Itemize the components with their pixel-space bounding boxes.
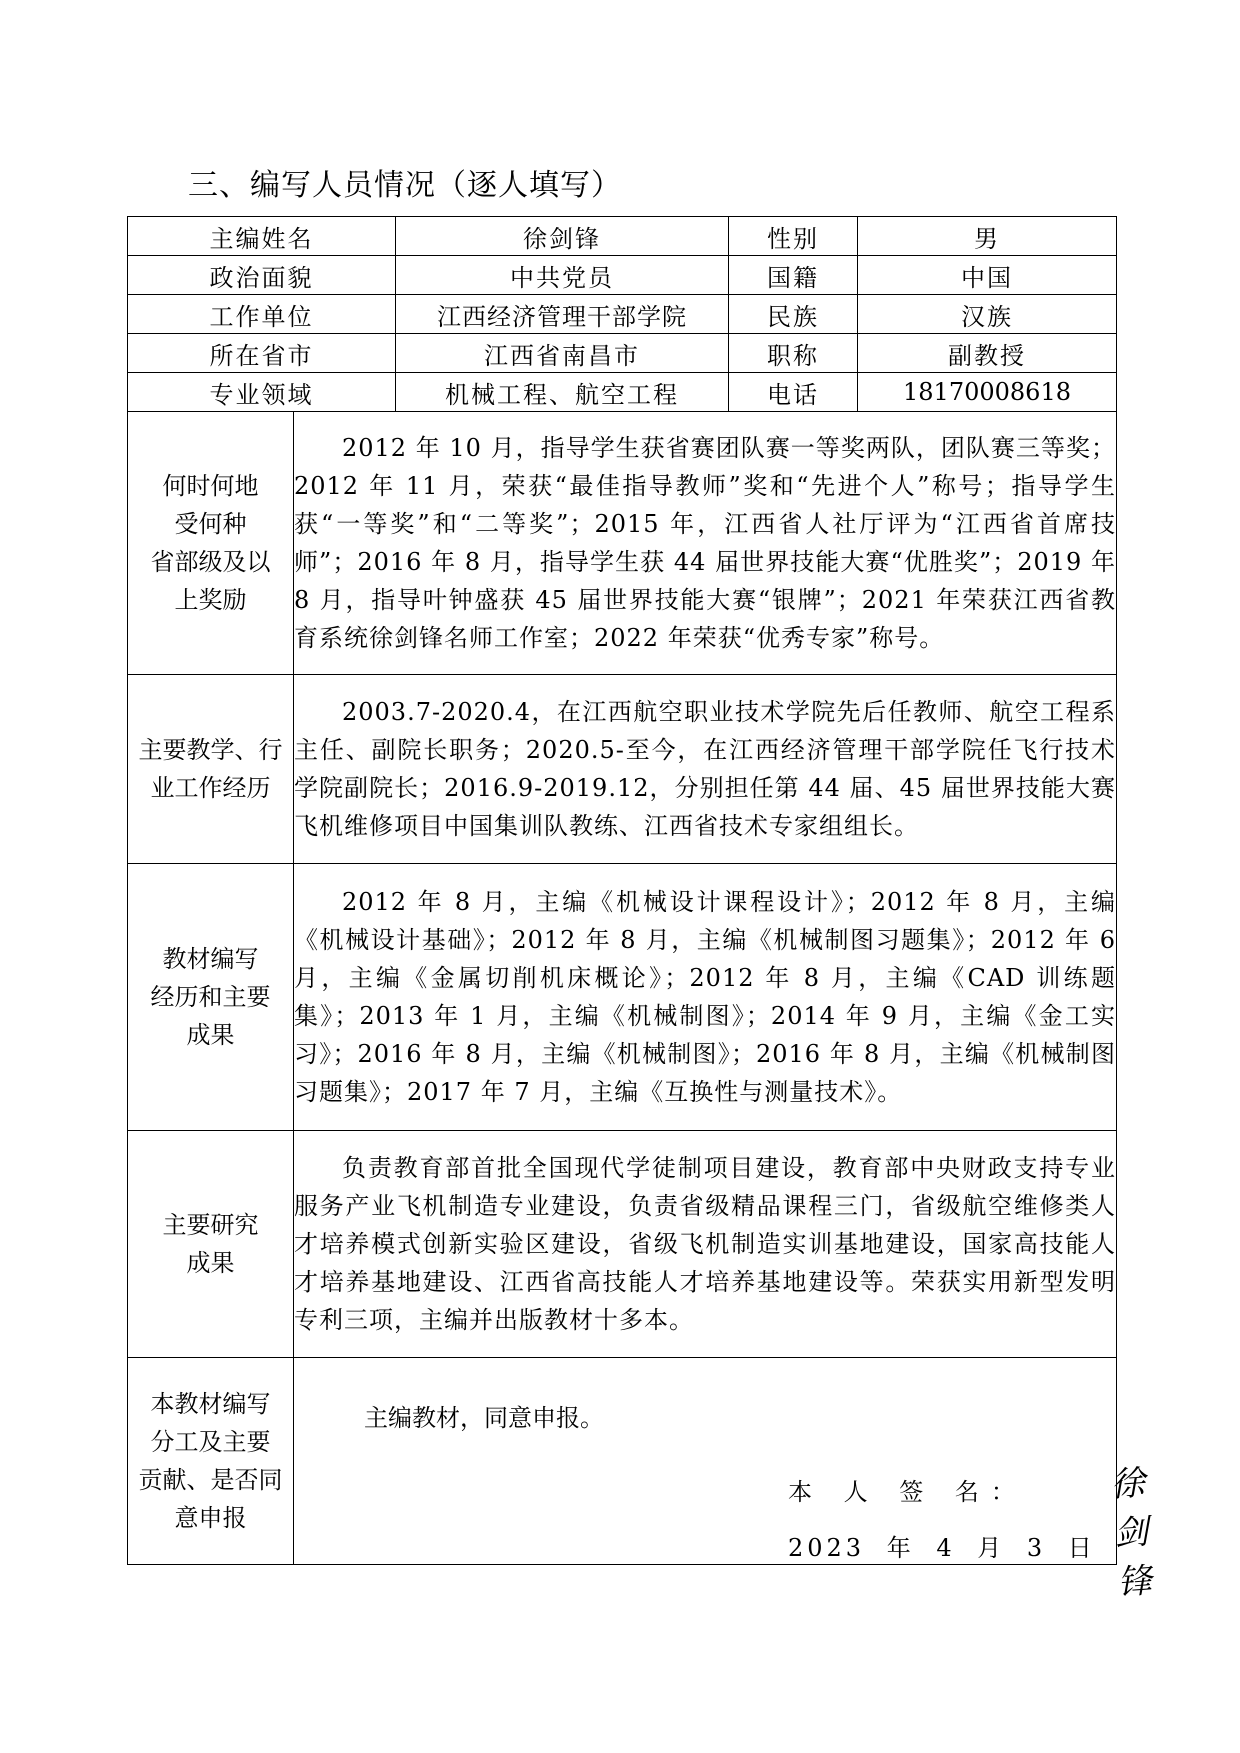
value-political-status: 中共党员: [396, 256, 729, 295]
research-text: 负责教育部首批全国现代学徒制项目建设，教育部中央财政支持专业服务产业飞机制造专业建设，负责省级精品课程三门，省级航空维修类人才培养模式创新实验区建设，省级飞机制造实训基地建设，国家高技能人才培养基地建设、江西省高技能人才培养基地建设等。荣获实用新型发明专利三项，主编并出版教材十多本。: [294, 1154, 1116, 1334]
label-nationality: 国籍: [729, 256, 858, 295]
row-political-status: [128, 256, 1117, 295]
label-contribution-line: 分工及主要: [150, 1428, 271, 1456]
value-gender: 男: [858, 217, 1117, 256]
label-work-unit: 工作单位: [128, 295, 396, 334]
value-work-unit: 江西经济管理干部学院: [396, 295, 729, 334]
label-experience: [128, 675, 294, 864]
label-editor-name: 主编姓名: [128, 217, 396, 256]
awards-content: [294, 412, 1117, 675]
signature-date: 2023 年 4 月 3 日: [788, 1534, 1096, 1562]
row-experience: [128, 675, 1117, 864]
row-field: [128, 373, 1117, 412]
textbooks-text: 2012 年 8 月，主编《机械设计课程设计》；2012 年 8 月，主编《机械设计基础》；2012 年 8 月，主编《机械制图习题集》；2012 年 6 月，主编《金属切削机床概论》；2012 年 8 月，主编《CAD 训练题集》；2013 年 1 月，主编《机械制图》；2014 年 9 月，主编《金工实习》；2016 年 8 月，主编《机械制图》；2016 年 8 月，主编《机械制图习题集》；2017 年 7 月，主编《互换性与测量技术》。: [294, 888, 1116, 1106]
label-field: 专业领域: [128, 373, 396, 412]
value-editor-name: 徐剑锋: [396, 217, 729, 256]
label-textbooks-line: 教材编写: [162, 945, 259, 973]
row-work-unit: [128, 295, 1117, 334]
section-heading: 三、编写人员情况（逐人填写）: [188, 168, 622, 203]
contribution-content: [294, 1358, 1156, 1604]
label-political-status: 政治面貌: [128, 256, 396, 295]
label-contribution: [128, 1358, 294, 1565]
label-textbooks-line: 成果: [186, 1021, 235, 1049]
label-textbooks-line: 经历和主要: [150, 983, 271, 1011]
label-ethnicity: 民族: [729, 295, 858, 334]
label-experience-line: 主要教学、行: [138, 736, 283, 764]
label-contribution-line: 贡献、是否同: [138, 1466, 283, 1494]
label-research-line: 成果: [186, 1249, 235, 1277]
label-province-city: 所在省市: [128, 334, 396, 373]
experience-content: [294, 675, 1117, 864]
row-province-city: [128, 334, 1117, 373]
value-phone: 18170008618: [858, 373, 1117, 412]
row-research: [128, 1131, 1117, 1358]
experience-text: 2003.7-2020.4，在江西航空职业技术学院先后任教师、航空工程系主任、副院长职务；2020.5-至今，在江西经济管理干部学院任飞行技术学院副院长；2016.9-2019.12，分别担任第 44 届、45 届世界技能大赛飞机维修项目中国集训队教练、江西省技术专家组组长。: [294, 698, 1116, 840]
row-editor-name: [128, 217, 1117, 256]
value-field: 机械工程、航空工程: [396, 373, 729, 412]
row-contribution: [128, 1358, 1117, 1565]
label-contribution-line: 本教材编写: [150, 1390, 271, 1418]
label-gender: 性别: [729, 217, 858, 256]
handwritten-signature: 徐剑锋: [1109, 1462, 1156, 1604]
label-phone: 电话: [729, 373, 858, 412]
label-experience-line: 业工作经历: [150, 774, 271, 802]
label-research-line: 主要研究: [162, 1211, 259, 1239]
label-research: [128, 1131, 294, 1358]
author-info-table: [127, 216, 1156, 1604]
row-awards: [128, 412, 1117, 675]
label-awards: [128, 412, 294, 675]
label-awards-line: 省部级及以: [150, 548, 271, 576]
textbooks-content: [294, 864, 1117, 1131]
label-awards-line: 受何种: [174, 510, 247, 538]
awards-text: 2012 年 10 月，指导学生获省赛团队赛一等奖两队，团队赛三等奖；2012 年 11 月，荣获“最佳指导教师”奖和“先进个人”称号；指导学生获“一等奖”和“二等奖”；2015 年，江西省人社厅评为“江西省首席技师”；2016 年 8 月，指导学生获 44 届世界技能大赛“优胜奖”；2019 年 8 月，指导叶钟盛获 45 届世界技能大赛“银牌”；2021 年荣获江西省教育系统徐剑锋名师工作室；2022 年荣获“优秀专家”称号。: [294, 434, 1116, 652]
signature-label: 本 人 签 名：: [788, 1478, 1027, 1506]
signature-area: [294, 1358, 1156, 1604]
contribution-text: 主编教材，同意申报。: [364, 1404, 604, 1432]
value-title: 副教授: [858, 334, 1117, 373]
label-title: 职称: [729, 334, 858, 373]
value-province-city: 江西省南昌市: [396, 334, 729, 373]
row-textbooks: [128, 864, 1117, 1131]
value-nationality: 中国: [858, 256, 1117, 295]
label-awards-line: 何时何地: [162, 472, 259, 500]
value-ethnicity: 汉族: [858, 295, 1117, 334]
label-contribution-line: 意申报: [174, 1504, 247, 1532]
label-awards-line: 上奖励: [174, 586, 247, 614]
label-textbooks: [128, 864, 294, 1131]
research-content: [294, 1131, 1117, 1358]
